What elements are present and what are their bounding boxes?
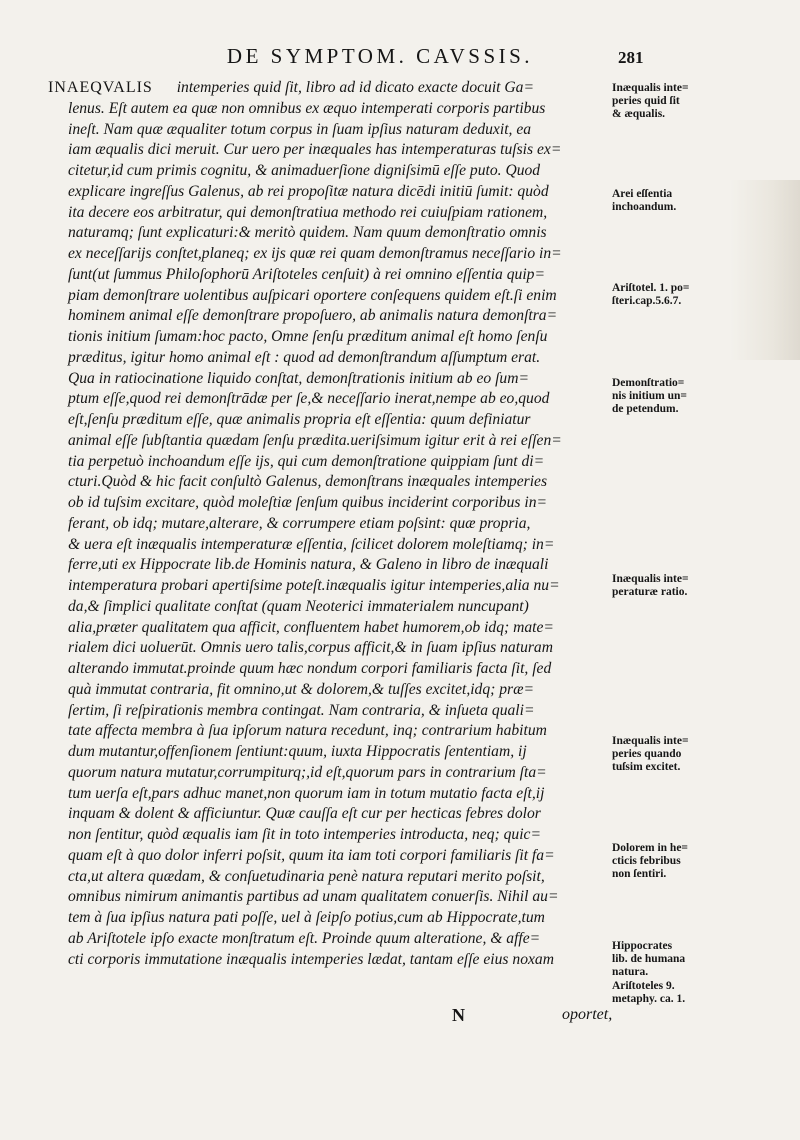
running-title: DE SYMPTOM. CAVSSIS. bbox=[226, 44, 534, 68]
marginal-note: Inæqualis inte= peraturæ ratio. bbox=[612, 573, 689, 598]
text-line: lenus. Eſt autem ea quæ non omnibus ex æquo intemperati corporis partibus bbox=[68, 99, 546, 117]
text-line: quà immutat contraria, fit omnino,ut & dolorem,& tuſſes excitet,idq; præ= bbox=[68, 680, 535, 698]
page-number: 281 bbox=[618, 48, 644, 67]
text-line-rest: intemperies quid ſit, libro ad id dicato exacte docuit Ga= bbox=[172, 79, 534, 96]
text-line: quam eſt à quo dolor inferri poſsit, quum ita iam toti corpori familiaris ſit fa= bbox=[68, 846, 555, 864]
text-line: præditus, igitur homo animal eſt : quod ad demonſtrandum aſſumptum erat. bbox=[68, 348, 541, 366]
text-line: iam æqualis dici meruit. Cur uero per inæquales has intemperaturas tuſsis ex= bbox=[68, 141, 562, 159]
main-text-block bbox=[48, 78, 598, 991]
text-line: ſertim, ſi reſpirationis membra contingat. Nam contraria, & inſueta quali= bbox=[68, 701, 535, 719]
text-line: rialem dici uoluerūt. Omnis uero talis,corpus afficit,& in ſuam ipſius naturam bbox=[68, 639, 553, 657]
text-line: tia perpetuò inchoandum eſſe ijs, qui cum demonſtratione quippiam ſunt di= bbox=[68, 452, 545, 470]
text-line: alterando immutat.proinde quum hæc nondum corpori familiaris facta ſit, ſed bbox=[68, 660, 552, 677]
text-line: intemperatura probari apertiſsime poteſt.inæqualis igitur intemperies,alia nu= bbox=[68, 577, 560, 594]
text-line: omnibus nimirum animantis partibus ad unam qualitatem conuerſis. Nihil au= bbox=[68, 888, 559, 906]
signature-mark: N bbox=[452, 1005, 465, 1025]
text-line: inquam & dolent & afficiuntur. Quæ cauſſa eſt cur per hecticas febres dolor bbox=[68, 805, 541, 823]
text-line: quorum natura mutatur,corrumpiturq;,id eſt,quorum pars in contrarium ſta= bbox=[68, 763, 547, 781]
text-line: & uera eſt inæqualis intemperaturæ eſſentia, ſcilicet dolorem moleſtiamq; in= bbox=[68, 535, 555, 553]
text-line: cta,ut altera quædam, & conſuetudinaria penè natura reputari merito poſsit, bbox=[68, 867, 545, 885]
text-line bbox=[68, 970, 598, 991]
text-line: Qua in ratiocinatione liquido conſtat, demonſtrationis initium ab eo ſum= bbox=[68, 369, 529, 387]
text-line: naturamq; ſunt explicaturi:& meritò quidem. Nam quum demonſtratio omnis bbox=[68, 224, 547, 242]
text-line: piam demonſtrare uolentibus auſpicari oportere conſequens quidem eſt.ſi enim bbox=[68, 286, 557, 304]
text-line: citetur,id cum primis cognitu, & animaduerſione digniſsimū eſſe puto. Quod bbox=[68, 162, 541, 179]
text-line: ferant, ob idq; mutare,alterare, & corrumpere etiam poſsint: quæ propria, bbox=[68, 514, 531, 532]
text-line: dum mutantur,offenſionem ſentiunt:quum, iuxta Hippocratis ſententiam, ij bbox=[68, 743, 527, 760]
text-line: tionis initium ſumam:hoc pacto, Omne ſenſu præditum animal eſt homo ſenſu bbox=[68, 328, 548, 345]
text-line bbox=[48, 78, 598, 99]
text-line: ita decere eos arbitratur, qui demonſtratiua methodo rei cuiuſpiam rationem, bbox=[68, 203, 548, 221]
text-line: eſt,ſenſu præditum eſſe, quæ animalis propria eſt eſſentia: quum definiatur bbox=[68, 411, 531, 428]
marginal-note: Demonſtratio= nis initium un= de petendum. bbox=[612, 377, 687, 415]
text-line: cti corporis immutatione inæqualis intemperies lædat, tantam eſſe eius noxam bbox=[68, 950, 554, 968]
text-line: ex neceſſarijs conſtet,planeq; ex ijs quæ rei quam demonſtramus neceſſario in= bbox=[68, 245, 562, 262]
text-line: cturi.Quòd & hic facit conſultò Galenus, demonſtrans inæquales intemperies bbox=[68, 473, 548, 491]
text-line: tem à ſua ipſius natura pati poſſe, uel à ſeipſo potius,cum ab Hippocrate,tum bbox=[68, 909, 545, 926]
text-line: animal eſſe ſubſtantia quædam ſenſu prædita.ueriſsimum igitur erit à rei eſſen= bbox=[68, 431, 562, 449]
text-line: non ſentitur, quòd æqualis iam ſit in toto intemperies introducta, neq; quic= bbox=[68, 826, 541, 843]
text-line: ſunt(ut ſummus Philoſophorū Ariſtoteles cenſuit) à rei omnino eſſentia quip= bbox=[68, 265, 545, 283]
text-line: hominem animal eſſe demonſtrare propoſuero, ab animalis natura demonſtra= bbox=[68, 307, 558, 325]
text-line: tum uerſa eſt,pars adhuc manet,non quorum iam in totum mutatio facta eſt,ij bbox=[68, 784, 545, 802]
marginal-note: Hippocrates lib. de humana natura. bbox=[612, 940, 686, 978]
text-line: explicare ingreſſus Galenus, ab rei propoſitæ natura dicēdi initiū ſumit: quòd bbox=[68, 182, 549, 200]
marginal-note: Inæqualis inte= peries quid ſit & æqualis. bbox=[612, 82, 689, 120]
text-line: ob id tuſsim excitare, quòd moleſtiæ ſenſum quibus inciderint corporibus in= bbox=[68, 494, 548, 511]
text-line: ferre,uti ex Hippocrate lib.de Hominis natura, & Galeno in libro de inæquali bbox=[68, 556, 549, 574]
incipit: INAEQVALIS bbox=[48, 79, 153, 96]
text-line: ab Ariſtotele ipſo exacte monſtratum eſt. Proinde quum alteratione, & affe= bbox=[68, 929, 541, 947]
marginal-note: Inæqualis inte= peries quando tuſsim excitet. bbox=[612, 735, 689, 773]
text-line: tate affecta membra à ſua ipſorum natura recedunt, inq; contrarium habitum bbox=[68, 722, 547, 740]
text-line: da,& ſimplici qualitate conſtat (quam Neoterici immaterialem nuncupant) bbox=[68, 597, 529, 615]
catchword: oportet, bbox=[562, 1006, 613, 1023]
marginal-note: Ariſtoteles 9. metaphy. ca. 1. bbox=[612, 980, 686, 1005]
marginal-note: Arei eſſentia inchoandum. bbox=[612, 188, 677, 213]
marginal-note: Ariſtotel. 1. po= ſteri.cap.5.6.7. bbox=[612, 282, 690, 307]
text-line: alia,præter qualitatem qua afficit, confluentem habet humorem,ob idq; mate= bbox=[68, 618, 554, 636]
text-line: ineſt. Nam quæ æqualiter totum corpus in ſuam ipſius naturam deduxit, ea bbox=[68, 120, 532, 138]
marginal-note: Dolorem in he= cticis febribus non ſentiri. bbox=[612, 842, 688, 880]
text-line: ptum eſſe,quod rei demonſtrādæ per ſe,& neceſſario inerat,nempe ab eo,quod bbox=[68, 390, 550, 408]
